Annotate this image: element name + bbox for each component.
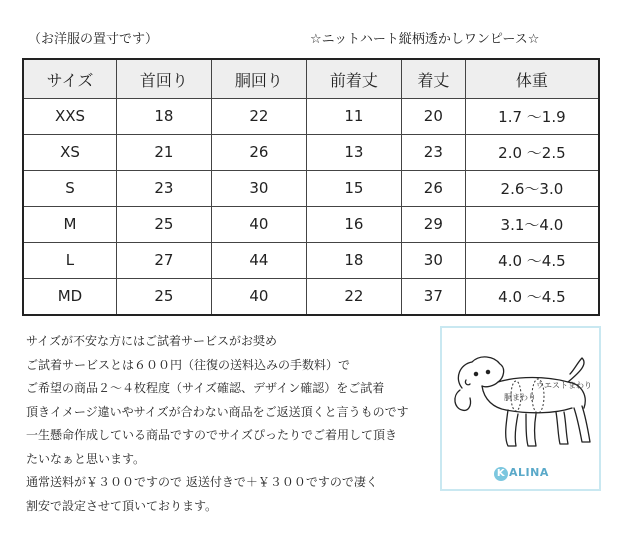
table-row [23, 170, 599, 206]
table-cell: 13 [306, 134, 401, 170]
table-cell: 2.0 〜2.5 [465, 134, 599, 170]
column-header: 前着丈 [306, 59, 401, 99]
table-header-row [23, 59, 599, 99]
column-header: 着丈 [401, 59, 465, 99]
logo-mark-icon: K [494, 467, 508, 481]
table-cell: XS [23, 134, 116, 170]
table-cell: 37 [401, 278, 465, 315]
table-row [23, 99, 599, 135]
kalina-logo [494, 466, 549, 481]
note-line: ご希望の商品２〜４枚程度（サイズ確認、デザイン確認）をご試着 [26, 381, 385, 395]
table-cell: 2.6〜3.0 [465, 170, 599, 206]
table-cell: 22 [306, 278, 401, 315]
table-cell: 26 [211, 134, 306, 170]
column-header: サイズ [23, 59, 116, 99]
table-cell: 40 [211, 206, 306, 242]
column-header: 胴回り [211, 59, 306, 99]
table-cell: 27 [116, 242, 211, 278]
note-line: たいなぁと思います。 [26, 451, 146, 466]
table-cell: 22 [211, 99, 306, 135]
note-line: 頂きイメージ違いやサイズが合わない商品をご返送頂くと言うものです [26, 404, 409, 419]
trial-service-notes [26, 330, 444, 518]
note-line: 割安で設定させて頂いております。 [26, 498, 218, 513]
table-cell: 15 [306, 170, 401, 206]
table-cell: 4.0 〜4.5 [465, 242, 599, 278]
table-cell: 16 [306, 206, 401, 242]
table-cell: 23 [401, 134, 465, 170]
table-cell: 20 [401, 99, 465, 135]
table-cell: 18 [116, 99, 211, 135]
table-cell: 3.1〜4.0 [465, 206, 599, 242]
column-header: 首回り [116, 59, 211, 99]
column-header: 体重 [465, 59, 599, 99]
table-cell: 30 [401, 242, 465, 278]
product-title: ☆ニットハート縦柄透かしワンピース☆ [310, 32, 540, 47]
table-cell: 21 [116, 134, 211, 170]
waist-label: ウエストまわり [536, 381, 592, 390]
table-cell: L [23, 242, 116, 278]
table-cell: 29 [401, 206, 465, 242]
logo-text: ALINA [509, 466, 549, 479]
note-line: ご試着サービスとは６００円（往復の送料込みの手数料）で [26, 357, 351, 372]
table-cell: MD [23, 278, 116, 315]
table-cell: 26 [401, 170, 465, 206]
table-cell: XXS [23, 99, 116, 135]
table-row [23, 242, 599, 278]
table-cell: M [23, 206, 116, 242]
note-line: 一生懸命作成している商品ですのでサイズぴったりでご着用して頂き [26, 428, 398, 442]
table-cell: 4.0 〜4.5 [465, 278, 599, 315]
table-cell: S [23, 170, 116, 206]
table-row [23, 134, 599, 170]
table-cell: 1.7 〜1.9 [465, 99, 599, 135]
table-cell: 30 [211, 170, 306, 206]
dog-illustration [442, 328, 599, 489]
table-cell: 25 [116, 278, 211, 315]
table-cell: 44 [211, 242, 306, 278]
table-cell: 25 [116, 206, 211, 242]
table-cell: 40 [211, 278, 306, 315]
table-cell: 18 [306, 242, 401, 278]
table-row [23, 278, 599, 315]
header-note: （お洋服の置寸です） [28, 32, 159, 47]
table-cell: 23 [116, 170, 211, 206]
note-line: サイズが不安な方にはご試着サービスがお奨め [26, 334, 278, 348]
table-cell: 11 [306, 99, 401, 135]
table-row [23, 206, 599, 242]
body-girth-label: 胴まわり [504, 393, 536, 402]
measurement-diagram [440, 326, 601, 491]
size-table [22, 58, 600, 316]
note-line: 通常送料が￥３００ですので 返送付きで＋￥３００ですので凄く [26, 475, 378, 489]
